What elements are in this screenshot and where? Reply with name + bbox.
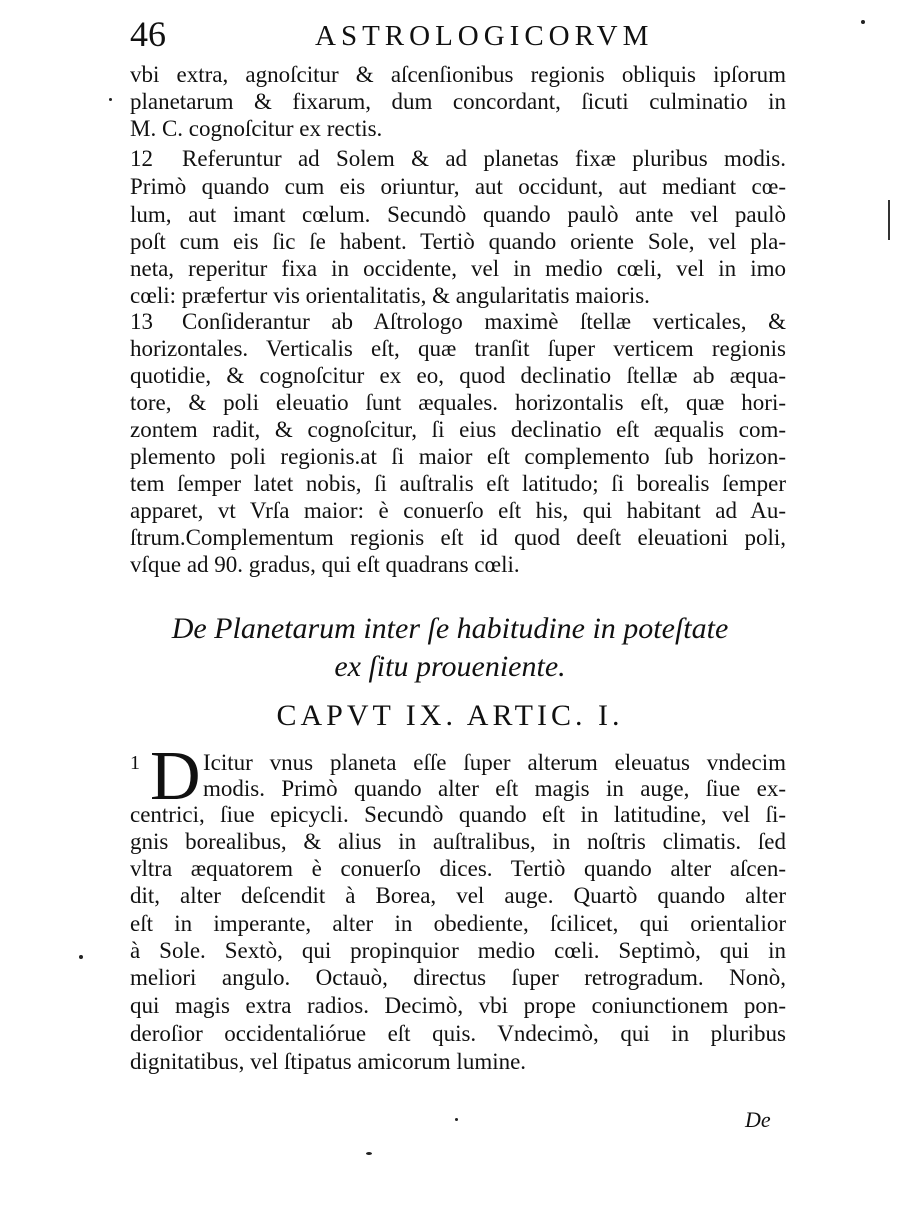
text-line: centrici, ſiue epicycli. Secundò quando eſt in latitudine, vel ſi- (130, 802, 786, 827)
text-line: poſt cum eis ſic ſe habent. Tertiò quando oriente Sole, vel pla- (130, 229, 786, 254)
paragraph-12-first-line (130, 146, 786, 172)
text-line: vbi extra, agnoſcitur & aſcenſionibus regionis obliquis ipſorum (130, 62, 786, 87)
paragraph-number: 12 (130, 146, 153, 171)
text-line: à Sole. Sextò, qui propinquior medio cœli. Septimò, qui in (130, 938, 786, 963)
text-line: deroſior occidentaliórue eſt quis. Vndecimò, qui in pluribus (130, 1021, 786, 1046)
text-line: vltra æquatorem è conuerſo dices. Tertiò quando alter aſcen- (130, 856, 786, 881)
text-line: Icitur vnus planeta eſſe ſuper alterum eleuatus vndecim (203, 750, 786, 775)
ink-speck (79, 955, 83, 959)
text-line: meliori angulo. Octauò, directus ſuper retrogradum. Nonò, (130, 965, 786, 990)
ink-speck (366, 1152, 372, 1155)
section-title-line-2: ex ſitu proueniente. (334, 650, 566, 683)
text-line: M. C. cognoſcitur ex rectis. (130, 116, 383, 141)
ink-speck (861, 20, 865, 24)
page-edge-mark (888, 200, 890, 240)
drop-cap: D (150, 738, 201, 815)
text-line: Referuntur ad Solem & ad planetas fixæ pluribus modis. (182, 146, 786, 171)
text-line: cœli: præfertur vis orientalitatis, & angularitatis maioris. (130, 283, 650, 308)
ink-speck (109, 98, 112, 101)
page-number: 46 (130, 14, 166, 54)
chapter-heading: CAPVT IX. ARTIC. I. (276, 699, 624, 732)
text-line: lum, aut imant cœlum. Secundò quando paulò ante vel paulò (130, 202, 786, 227)
text-line: zontem radit, & cognoſcitur, ſi eius declinatio eſt æqualis com- (130, 417, 786, 442)
text-line: dignitatibus, vel ſtipatus amicorum lumine. (130, 1049, 527, 1074)
text-line: gnis borealibus, & alius in auſtralibus, in noſtris climatis. ſed (130, 829, 786, 854)
text-line: plemento poli regionis.at ſi maior eſt complemento ſub horizon- (130, 444, 786, 469)
article-paragraph-number: 1 (130, 752, 140, 774)
text-line: modis. Primò quando alter eſt magis in auge, ſiue ex- (203, 776, 786, 801)
text-line: neta, reperitur fixa in occidente, vel in medio cœli, vel in imo (130, 256, 786, 281)
text-line: quotidie, & cognoſcitur ex eo, quod declinatio ſtellæ ab æqua- (130, 363, 786, 388)
text-line: eſt in imperante, alter in obediente, ſcilicet, qui orientalior (130, 911, 786, 936)
running-head: ASTROLOGICORVM (315, 20, 654, 52)
text-line: vſque ad 90. gradus, qui eſt quadrans cœli. (130, 552, 520, 577)
paragraph-number: 13 (130, 309, 153, 334)
ink-speck (455, 1118, 458, 1121)
text-line: Conſiderantur ab Aſtrologo maximè ſtellæ verticales, & (182, 309, 786, 334)
text-line: ſtrum.Complementum regionis eſt id quod deeſt eleuationi poli, (130, 525, 786, 550)
text-line: tem ſemper latet nobis, ſi auſtralis eſt latitudo; ſi borealis ſemper (130, 471, 786, 496)
text-line: Primò quando cum eis oriuntur, aut occidunt, aut mediant cœ- (130, 174, 786, 199)
text-line: dit, alter deſcendit à Borea, vel auge. Quartò quando alter (130, 883, 786, 908)
paragraph-13-first-line (130, 309, 786, 335)
catchword: De (745, 1107, 771, 1132)
text-line: planetarum & fixarum, dum concordant, ſicuti culminatio in (130, 89, 786, 114)
text-line: apparet, vt Vrſa maior: è conuerſo eſt his, qui habitant ad Au- (130, 498, 786, 523)
text-line: qui magis extra radios. Decimò, vbi prope coniunctionem pon- (130, 993, 786, 1018)
section-title-line-1: De Planetarum inter ſe habitudine in poteſtate (171, 612, 729, 645)
text-line: tore, & poli eleuatio ſunt æquales. horizontalis eſt, quæ hori- (130, 390, 786, 415)
text-line: horizontales. Verticalis eſt, quæ tranſit ſuper verticem regionis (130, 336, 786, 361)
page-header (130, 14, 790, 58)
